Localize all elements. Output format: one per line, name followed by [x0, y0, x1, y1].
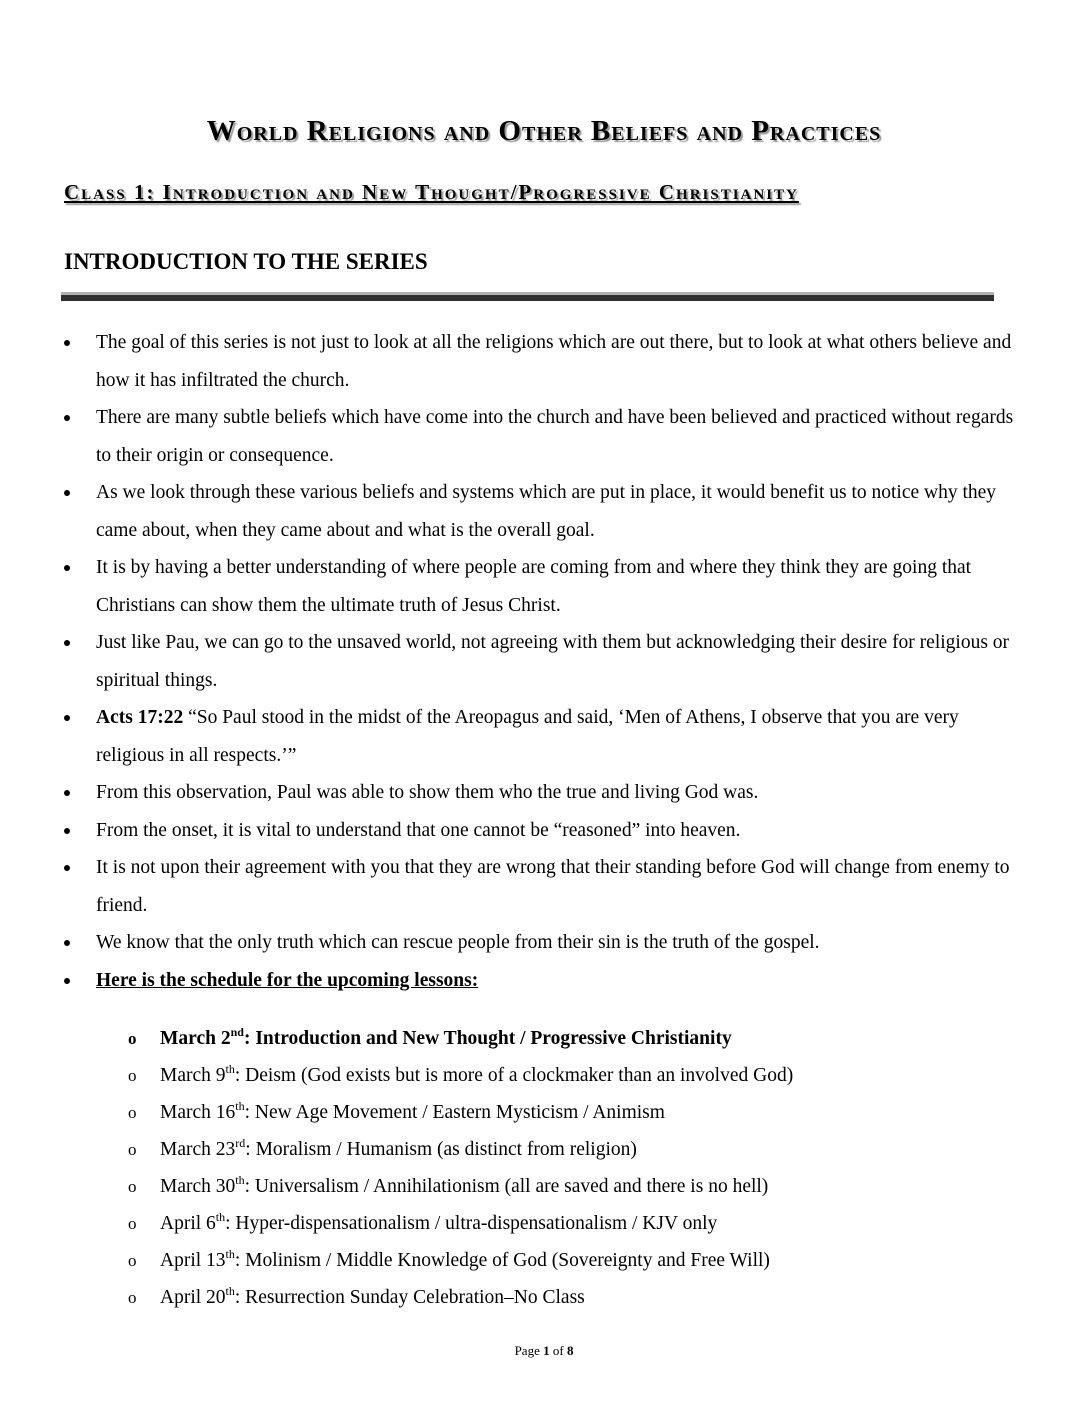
bullet-icon	[64, 415, 70, 421]
bullet-text: From the onset, it is vital to understand that one cannot be “reasoned” into heaven.	[96, 819, 741, 841]
circle-bullet-icon: o	[128, 1288, 137, 1307]
bullet-icon	[64, 565, 70, 571]
schedule-item	[0, 1020, 1088, 1057]
date-suffix: th	[215, 1210, 226, 1224]
list-item	[0, 549, 1026, 624]
bullet-icon	[64, 340, 70, 346]
circle-bullet-icon: o	[128, 1214, 137, 1233]
list-item	[0, 474, 1026, 549]
schedule-item	[0, 1168, 1088, 1205]
schedule-topic: : Resurrection Sunday Celebration–No Class	[234, 1287, 585, 1308]
schedule-date: March 30	[160, 1176, 236, 1197]
bullet-icon	[64, 640, 70, 646]
total-pages: 8	[566, 1343, 574, 1358]
schedule-item	[0, 1094, 1088, 1131]
bullet-icon	[64, 940, 70, 946]
bullet-text: We know that the only truth which can rescue people from their sin is the truth of the gospel.	[96, 932, 820, 953]
page-number	[0, 1343, 1088, 1359]
list-item	[0, 812, 1026, 850]
schedule-item	[0, 1205, 1088, 1242]
section-heading: INTRODUCTION TO THE SERIES	[64, 249, 428, 274]
bullet-text: Just like Pau, we can go to the unsaved world, not agreeing with them but acknowledging their desire for religious or spiritual things.	[96, 632, 1010, 691]
schedule-item	[0, 1057, 1088, 1094]
circle-bullet-icon: o	[128, 1066, 137, 1085]
list-item	[0, 399, 1026, 474]
bullet-icon	[64, 978, 70, 984]
page-of-label: of	[549, 1343, 567, 1358]
bullet-text: The goal of this series is not just to look at all the religions which are out there, but to look at what others believe and how it has infiltrated the church.	[96, 332, 1012, 391]
scripture-reference: Acts 17:22	[96, 707, 184, 728]
list-item	[0, 962, 1026, 1000]
schedule-item	[0, 1242, 1088, 1279]
class-subtitle: Class 1: Introduction and New Thought/Progressive Christianity	[64, 180, 799, 204]
schedule-topic: : Molinism / Middle Knowledge of God (Sovereignty and Free Will)	[234, 1250, 770, 1271]
intro-bullet-list	[0, 324, 1088, 999]
list-item	[0, 774, 1026, 812]
schedule-date: April 13	[160, 1250, 226, 1271]
bullet-icon	[64, 828, 70, 834]
schedule-date: April 20	[160, 1287, 226, 1308]
schedule-topic: : Deism (God exists but is more of a clockmaker than an involved God)	[234, 1065, 794, 1086]
list-item	[0, 849, 1026, 924]
schedule-item	[0, 1131, 1088, 1168]
section-divider	[61, 292, 994, 301]
list-item	[0, 924, 1026, 962]
bullet-text: There are many subtle beliefs which have come into the church and have been believed and practiced without regards to their origin or consequence.	[96, 407, 1014, 466]
schedule-date: March 23	[160, 1139, 236, 1160]
date-suffix: th	[225, 1247, 235, 1261]
schedule-date: March 9	[160, 1065, 226, 1086]
schedule-date: March 16	[160, 1102, 236, 1123]
circle-bullet-icon: o	[128, 1140, 137, 1159]
page-label: Page	[514, 1343, 544, 1358]
bullet-icon	[64, 790, 70, 796]
list-item	[0, 624, 1026, 699]
bullet-icon	[64, 865, 70, 871]
bullet-text: As we look through these various beliefs and systems which are put in place, it would benefit us to notice why they came about, when they came about and what is the overall goal.	[96, 482, 997, 541]
date-suffix: rd	[235, 1136, 246, 1150]
schedule-topic: : Hyper-dispensationalism / ultra-dispensationalism / KJV only	[225, 1213, 718, 1234]
bullet-icon	[64, 490, 70, 496]
scripture-quote: “So Paul stood in the midst of the Areopagus and said, ‘Men of Athens, I observe that you are very religious in all respects.’”	[96, 707, 959, 766]
date-suffix: th	[225, 1062, 235, 1076]
schedule-topic: : Introduction and New Thought / Progressive Christianity	[243, 1028, 732, 1049]
schedule-date: March 2	[160, 1028, 231, 1049]
document-title: World Religions and Other Beliefs and Practices	[206, 115, 882, 147]
bullet-text: From this observation, Paul was able to show them who the true and living God was.	[96, 782, 759, 803]
schedule-date: April 6	[160, 1213, 216, 1234]
date-suffix: th	[235, 1099, 245, 1113]
date-suffix: th	[225, 1284, 235, 1298]
circle-bullet-icon: o	[128, 1251, 137, 1270]
schedule-topic: : Universalism / Annihilationism (all are saved and there is no hell)	[244, 1176, 769, 1197]
date-suffix: nd	[230, 1025, 244, 1039]
bullet-text: It is not upon their agreement with you that they are wrong that their standing before God will change from enemy to friend.	[96, 857, 1010, 916]
list-item	[0, 699, 1026, 774]
bullet-icon	[64, 715, 70, 721]
schedule-item	[0, 1279, 1088, 1316]
schedule-list	[0, 1020, 1088, 1316]
schedule-topic: : New Age Movement / Eastern Mysticism / Animism	[244, 1102, 665, 1123]
circle-bullet-icon: o	[128, 1177, 137, 1196]
schedule-heading: Here is the schedule for the upcoming lessons:	[96, 969, 479, 991]
date-suffix: th	[235, 1173, 245, 1187]
circle-bullet-icon: o	[128, 1103, 137, 1122]
current-page: 1	[543, 1343, 550, 1358]
bullet-text: It is by having a better understanding of where people are coming from and where they think they are going that Christians can show them the ultimate truth of Jesus Christ.	[96, 557, 972, 616]
list-item	[0, 324, 1026, 399]
schedule-topic: : Moralism / Humanism (as distinct from religion)	[245, 1139, 637, 1160]
circle-bullet-icon: o	[128, 1029, 137, 1048]
